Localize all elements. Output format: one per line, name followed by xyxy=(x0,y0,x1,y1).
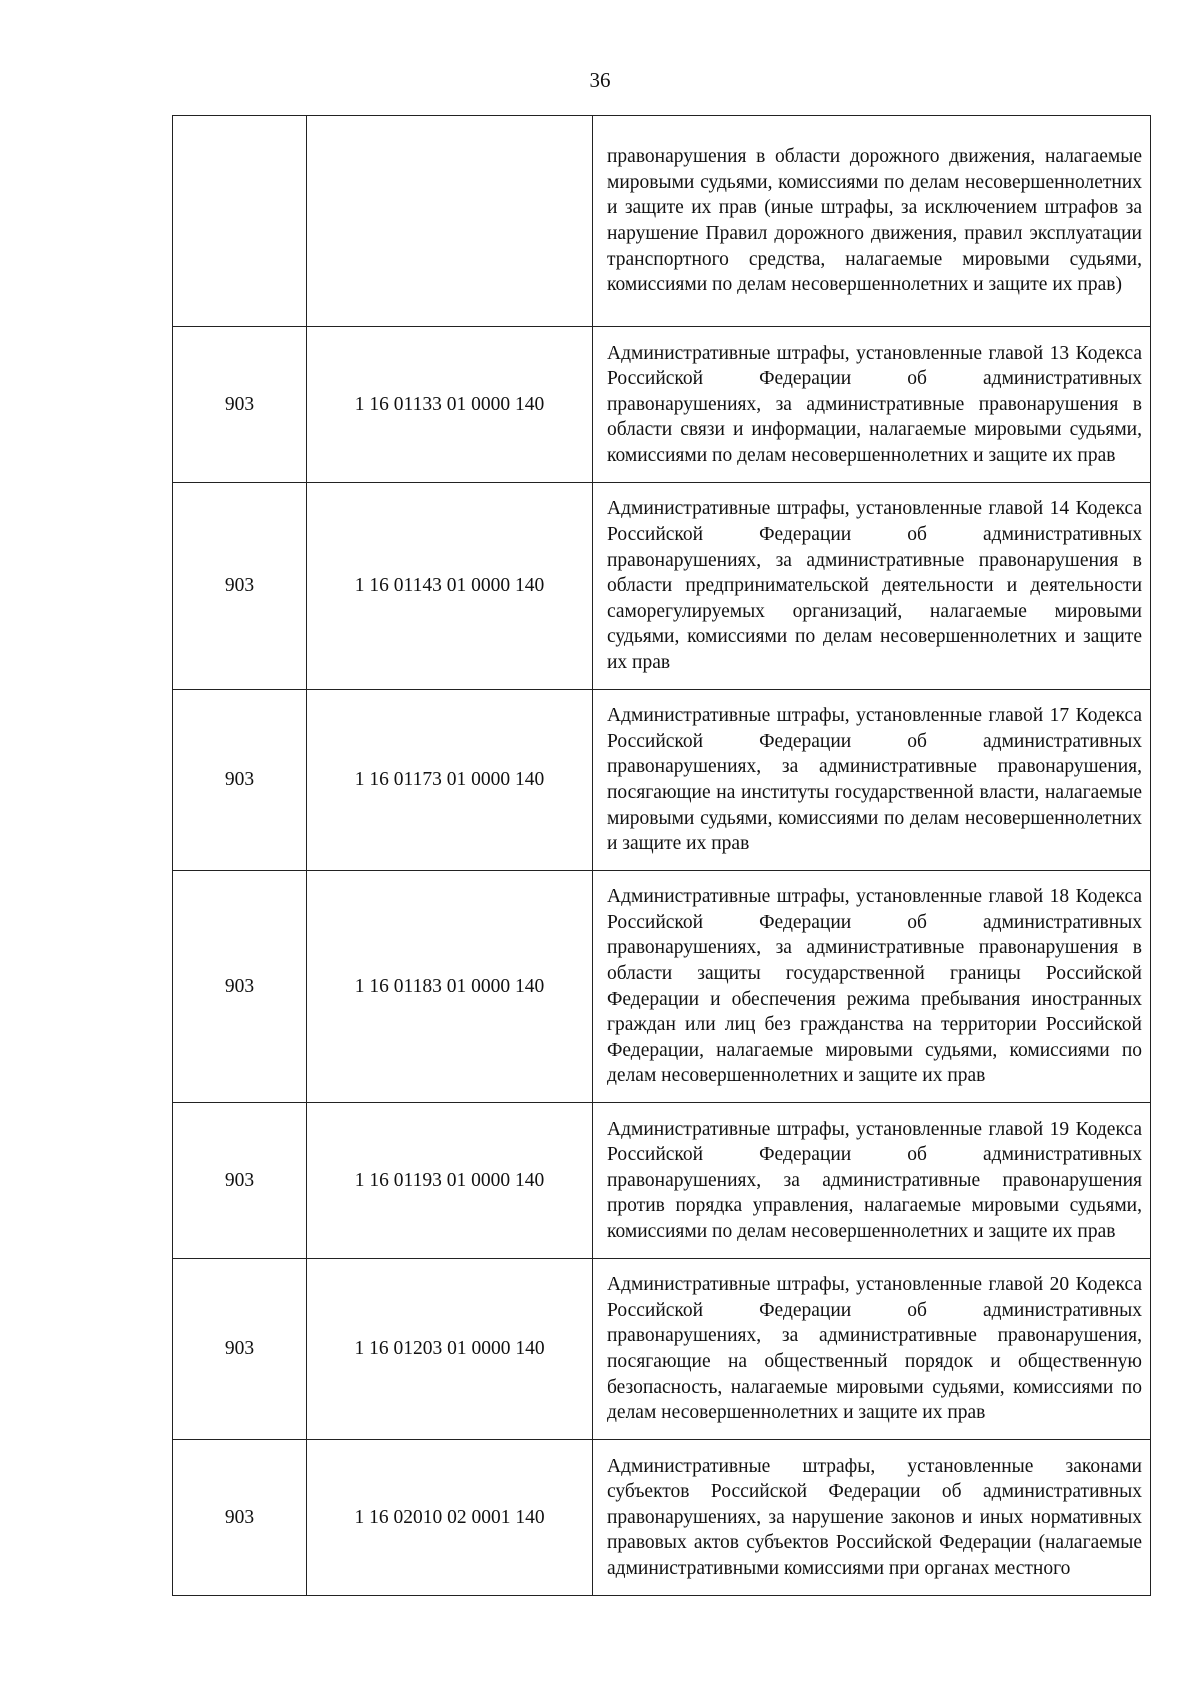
description-text: Административные штрафы, установленные главой 17 Кодекса Российской Федерации об административных правонарушениях, за административные правонарушения, посягающие на институты государственной власти, налагаемые мировыми судьями, комиссиями по делам несовершеннолетних и защите их прав xyxy=(607,705,1142,855)
admin-code-cell: 903 xyxy=(173,1103,307,1259)
description-text: Административные штрафы, установленные главой 19 Кодекса Российской Федерации об административных правонарушениях, за административные правонарушения против порядка управления, налагаемые мировыми судьями, комиссиями по делам несовершеннолетних и защите их прав xyxy=(607,1118,1142,1242)
budget-code-cell: 1 16 01133 01 0000 140 xyxy=(307,327,593,483)
description-cell xyxy=(593,116,1151,327)
admin-code-cell: 903 xyxy=(173,690,307,871)
table-row xyxy=(173,116,1151,327)
table-row xyxy=(173,1440,1151,1596)
description-text: правонарушения в области дорожного движения, налагаемые мировыми судьями, комиссиями по делам несовершеннолетних и защите их прав (иные штрафы, за исключением штрафов за нарушение Правил дорожного движения, правил эксплуатации транспортного средства, налагаемые мировыми судьями, комиссиями по делам несовершеннолетних и защите их прав) xyxy=(607,146,1142,296)
description-cell xyxy=(593,690,1151,871)
budget-code-cell: 1 16 02010 02 0001 140 xyxy=(307,1440,593,1596)
table-row xyxy=(173,483,1151,690)
table-row xyxy=(173,1259,1151,1440)
budget-classification-table xyxy=(172,115,1151,1596)
budget-code-cell xyxy=(307,116,593,327)
budget-code-cell: 1 16 01173 01 0000 140 xyxy=(307,690,593,871)
admin-code-cell: 903 xyxy=(173,871,307,1103)
admin-code-cell: 903 xyxy=(173,483,307,690)
description-cell xyxy=(593,1259,1151,1440)
description-text: Административные штрафы, установленные главой 18 Кодекса Российской Федерации об административных правонарушениях, за административные правонарушения в области защиты государственной границы Российской Федерации и обеспечения режима пребывания иностранных граждан или лиц без гражданства на территории Российской Федерации, налагаемые мировыми судьями, комиссиями по делам несовершеннолетних и защите их прав xyxy=(607,886,1142,1087)
budget-code-cell: 1 16 01193 01 0000 140 xyxy=(307,1103,593,1259)
admin-code-cell: 903 xyxy=(173,1440,307,1596)
budget-code-cell: 1 16 01183 01 0000 140 xyxy=(307,871,593,1103)
table-row xyxy=(173,1103,1151,1259)
admin-code-cell: 903 xyxy=(173,327,307,483)
budget-code-cell: 1 16 01143 01 0000 140 xyxy=(307,483,593,690)
description-text: Административные штрафы, установленные главой 20 Кодекса Российской Федерации об административных правонарушениях, за административные правонарушения, посягающие на общественный порядок и общественную безопасность, налагаемые мировыми судьями, комиссиями по делам несовершеннолетних и защите их прав xyxy=(607,1274,1142,1424)
description-cell xyxy=(593,1440,1151,1596)
description-cell xyxy=(593,483,1151,690)
description-cell xyxy=(593,871,1151,1103)
table-row xyxy=(173,690,1151,871)
description-text: Административные штрафы, установленные законами субъектов Российской Федерации об административных правонарушениях, за нарушение законов и иных нормативных правовых актов субъектов Российской Федерации (налагаемые административными комиссиями при органах местного xyxy=(607,1455,1142,1579)
admin-code-cell xyxy=(173,116,307,327)
page-number: 36 xyxy=(589,68,611,92)
description-text: Административные штрафы, установленные главой 14 Кодекса Российской Федерации об административных правонарушениях, за административные правонарушения в области предпринимательской деятельности и деятельности саморегулируемых организаций, налагаемые мировыми судьями, комиссиями по делам несовершеннолетних и защите их прав xyxy=(607,498,1142,673)
table-row xyxy=(173,871,1151,1103)
admin-code-cell: 903 xyxy=(173,1259,307,1440)
description-cell xyxy=(593,327,1151,483)
description-text: Административные штрафы, установленные главой 13 Кодекса Российской Федерации об административных правонарушениях, за административные правонарушения в области связи и информации, налагаемые мировыми судьями, комиссиями по делам несовершеннолетних и защите их прав xyxy=(607,342,1142,466)
table-row xyxy=(173,327,1151,483)
description-cell xyxy=(593,1103,1151,1259)
budget-code-cell: 1 16 01203 01 0000 140 xyxy=(307,1259,593,1440)
